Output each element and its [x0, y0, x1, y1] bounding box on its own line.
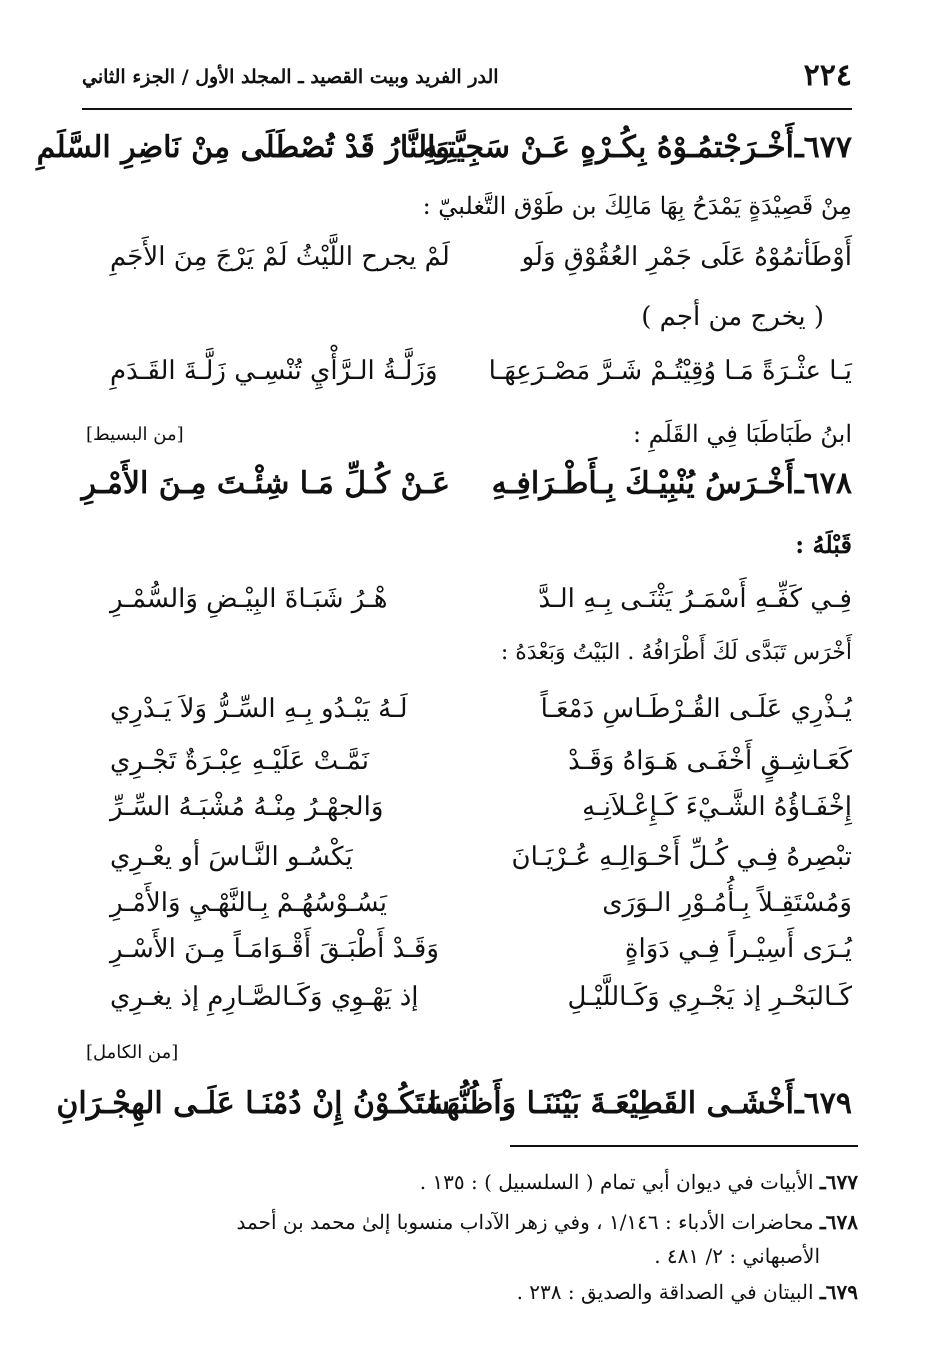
verse-hemistich-first: تبْصِرهُ فِـي كُـلِّ أَحْـوَالِـهِ عُـرْيَـانَ [511, 842, 852, 872]
verse-hemistich-first: إِخْفَـاؤُهُ الشَّـيْءَ كَـإِعْـلاَنِـهِ [582, 792, 852, 822]
verse-hemistich-second: وَقَـدْ أَطْبَـقَ أَقْـوَامَـاً مِـنَ الأَسْـرِ [110, 934, 439, 964]
verse-hemistich-first: يَـا عثْـرَةً مَـا وُقِيْتُـمْ شَـرَّ مَصْـرَعِهَـا [488, 356, 852, 386]
before-label: قَبْلَهُ : [795, 530, 852, 559]
after-verse [100, 786, 852, 832]
poem-verse [100, 350, 852, 396]
footnote-678 [110, 1210, 858, 1234]
verse-hemistich-second: لَمْ يجرح اللَّيْثُ لَمْ يَرْجَ مِنَ الأَجَمِ [110, 242, 450, 272]
after-verse [100, 976, 852, 1022]
page-number: ٢٢٤ [803, 58, 852, 93]
before-verse [100, 578, 852, 624]
footnote-text: الأبيات في ديوان أبي تمام ( السلسبيل ) : ١٣٥ . [419, 1170, 814, 1194]
footnote-677 [110, 1170, 858, 1194]
attribution: ابنُ طَبَاطَبَا فِي القَلَمِ : [632, 420, 852, 448]
poem-verse [100, 236, 852, 282]
poem-variant-note [100, 296, 852, 342]
running-header [82, 58, 852, 108]
verse-hemistich-first: كَـالبَحْـرِ إذ يَجْـرِي وَكَـاللَّيْـلِ [567, 982, 852, 1012]
verse-678 [81, 462, 852, 514]
after-verse [100, 740, 852, 786]
verse-hemistich-second: سَتَكُـوْنُ إِنْ دُمْنَـا عَلَـى الهِجْـرَانِ [56, 1086, 450, 1121]
footnote-text: البيتان في الصداقة والصديق : ٢٣٨ . [516, 1280, 814, 1304]
footnote-text: محاضرات الأدباء : ١/١٤٦ ، وفي زهر الآداب منسوبا إلىٰ محمد بن أحمد [236, 1210, 814, 1234]
meter-label: [من البسيط] [86, 424, 184, 445]
footnote-number: ٦٧٧ـ [819, 1170, 858, 1194]
verse-hemistich-second: وَزَلَّـةُ الـرَّأْيِ تُنْسِـي زَلَّـةَ القَـدَمِ [110, 356, 438, 386]
verse-hemistich-first: فِـي كَفِّـهِ أَسْمَـرُ يَثْنَـى بِـهِ الـدَّ [538, 584, 852, 614]
verse-hemistich-first: أَخْـرَجْتمُـوْهُ بِكُـرْهٍ عَـنْ سَجِيَّتِـهِ [422, 130, 794, 165]
after-verse [100, 836, 852, 882]
verse-hemistich-second: نَمَّـتْ عَلَيْـهِ عِبْـرَةٌ تَجْـرِي [110, 746, 370, 776]
variant-reading: ( يخرج من أجم ) [641, 302, 824, 332]
after-line: أَخْرَس تَبَدَّى لَكَ أَطْرَافُهُ . البَيْتُ وَبَعْدَهُ : [500, 640, 852, 665]
verse-hemistich-second: يَكْسُـو النَّـاسَ أو يعْـرِي [110, 842, 353, 872]
entry-number: ٦٧٩ـ [794, 1086, 852, 1121]
footnote-number: ٦٧٨ـ [819, 1210, 858, 1234]
entry-number: ٦٧٨ـ [794, 466, 852, 501]
header-rule [82, 108, 852, 110]
verse-hemistich-second: عَـنْ كُـلِّ مَـا شِئْـتَ مِـنَ الأَمْـرِ [81, 466, 450, 501]
verse-hemistich-second: وَالجهْـرُ مِنْـهُ مُشْبَـهُ السِّـرِّ [110, 792, 384, 822]
footnote-678-continuation: الأصبهاني : ٢/ ٤٨١ . [654, 1244, 820, 1268]
verse-hemistich-first: أَخْـرَسُ يُنْبِيْـكَ بِـأَطْـرَافِـهِ [491, 466, 794, 501]
verse-677 [36, 126, 852, 178]
verse-hemistich-second: إذ يَهْـوِي وَكَـالصَّـارِمِ إذ يغـرِي [110, 982, 419, 1012]
running-title: الدر الفريد وبيت القصيد ـ المجلد الأول / الجزء الثاني [82, 66, 499, 88]
verse-hemistich-second: لَـهُ يَبْـدُو بِـهِ السِّـرُّ وَلاَ يَـدْرِي [110, 694, 408, 724]
verse-hemistich-second: يَسُـوْسُهُـمْ بِـالنَّهْـيِ وَالأَمْـرِ [110, 888, 388, 918]
footnote-number: ٦٧٩ـ [819, 1280, 858, 1304]
verse-679 [56, 1082, 852, 1134]
after-verse [100, 928, 852, 974]
verse-hemistich-first: كَعَـاشِـقٍ أَخْفَـى هَـوَاهُ وَقَـدْ [568, 746, 852, 776]
verse-hemistich-first: أَوْطَأتمُوْهُ عَلَى جَمْرِ العُقُوْقِ وَلَو [521, 242, 852, 272]
entry-number: ٦٧٧ـ [794, 130, 852, 165]
verse-hemistich-second: هْـرُ شَبَـاةَ البِيْـضِ وَالسُّمْـرِ [110, 584, 388, 614]
verse-hemistich-second: وَالنَّارُ قَدْ تُصْطَلَى مِنْ نَاضِرِ السَّلَمِ [36, 130, 450, 165]
verse-hemistich-first: يُـذْرِي عَلَـى القُـرْطَـاسِ دَمْعَـاً [540, 694, 852, 724]
footnote-679 [110, 1280, 858, 1304]
after-verse [100, 882, 852, 928]
source-line: مِنْ قَصِيْدَةٍ يَمْدَحُ بِهَا مَالِكَ بن طَوْق التَّغلبيّ : [422, 192, 852, 220]
footnote-rule [510, 1145, 858, 1147]
after-verse [100, 688, 852, 734]
meter-label: [من الكامل] [86, 1042, 179, 1063]
verse-hemistich-first: وَمُسْتَقِـلاً بِـأُمُـوْرِ الـوَرَى [602, 888, 852, 918]
verse-hemistich-first: يُـرَى أَسِيْـراً فِـي دَوَاةٍ [624, 934, 852, 964]
verse-hemistich-first: أَخْشَـى القَطِيْعَـةَ بَيْنَنَـا وَأَظُنُّهَـا [428, 1086, 794, 1121]
